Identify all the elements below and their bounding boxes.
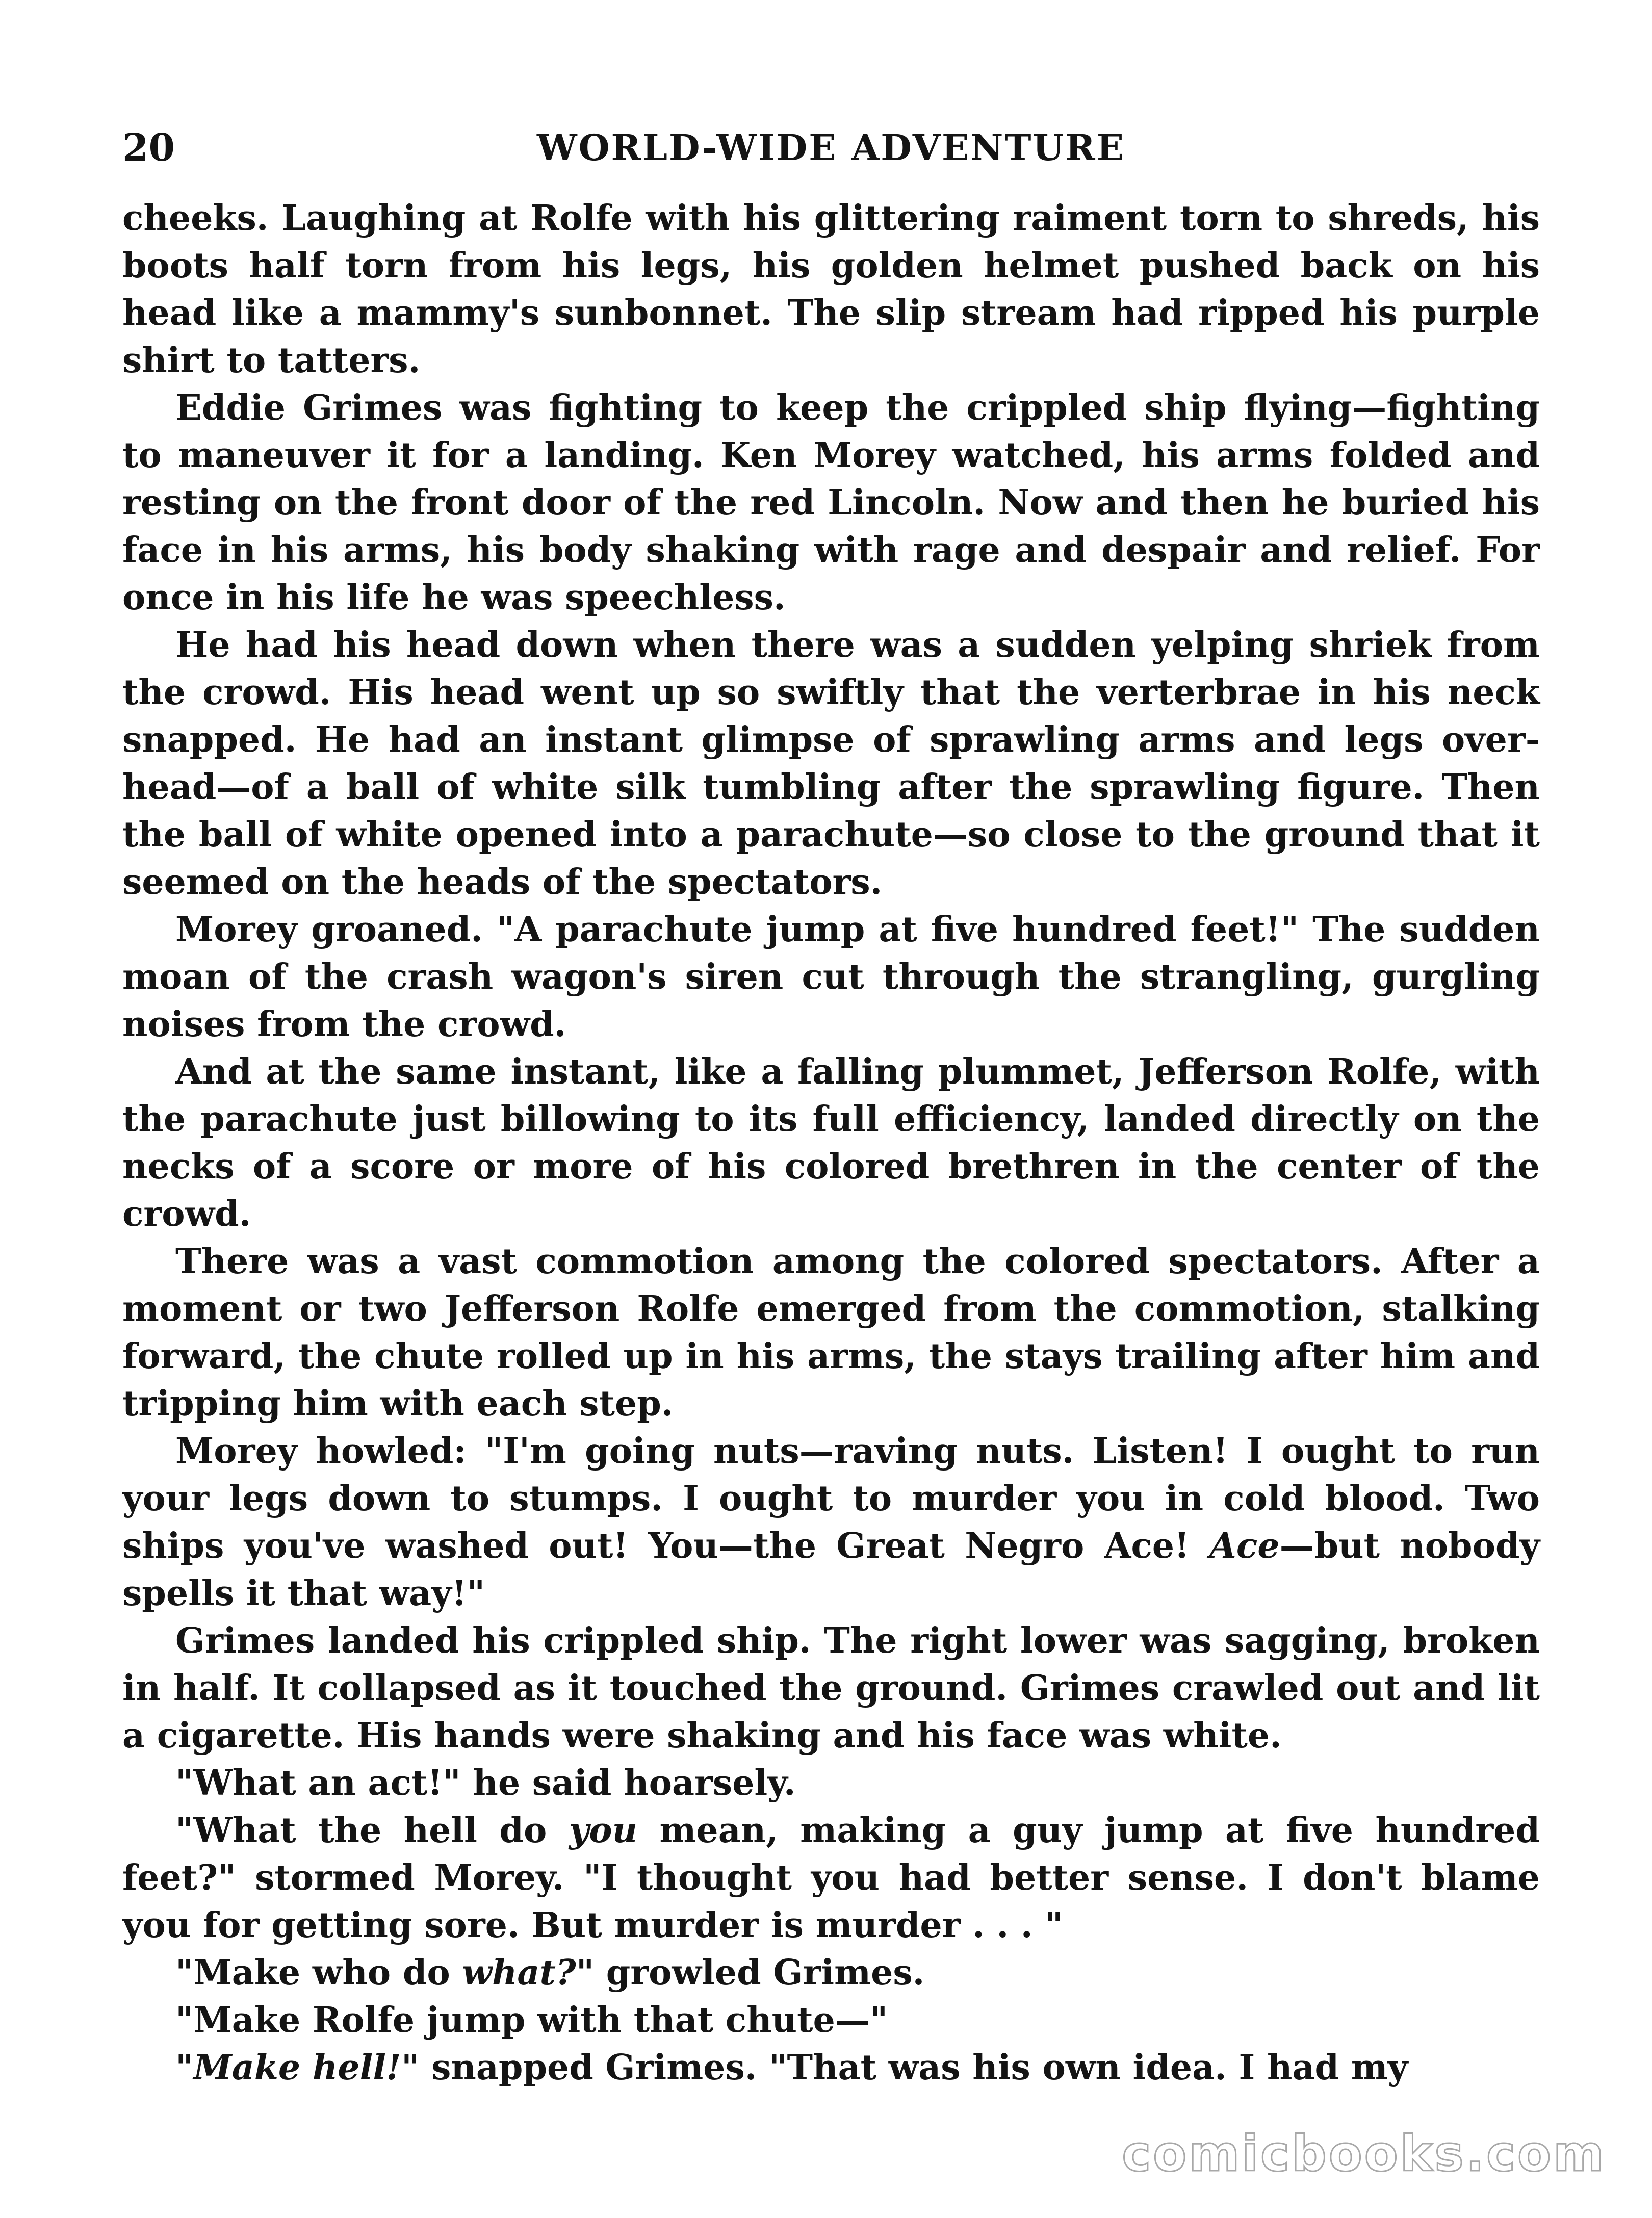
paragraph-7-text-a: Morey howled: "I'm going nuts—raving nuts. Listen! I ought to run your legs down to stumps. I ought to murder you in cold blood. Two ships you've washed out! You—the Great Negro Ace!	[122, 1431, 1540, 1566]
paragraph-4: Morey groaned. "A parachute jump at five hundred feet!" The sudden moan of the crash wagon's siren cut through the strangling, gurgling noises from the crowd.	[122, 909, 1540, 1045]
watermark: comicbooks.com	[1122, 2125, 1606, 2182]
paragraph-11-italic: what?"	[462, 1952, 595, 1993]
paragraph-10-text-c: mean, making a guy jump at five hundred feet?" stormed Morey. "I thought you had better sense. I don't blame you for getting sore. But murder is murder . . . "	[122, 1810, 1540, 1946]
paragraph-7-text-c: —but nobody spells it that way!"	[122, 1526, 1540, 1614]
paragraph-10-italic: you	[569, 1810, 638, 1851]
paragraph-13	[122, 2044, 1540, 2092]
paragraph-11-text-c: growled Grimes.	[594, 1952, 925, 1993]
paragraph-8: Grimes landed his crippled ship. The right lower was sagging, broken in half. It collapsed as it touched the ground. Grimes crawled out and lit a cigarette. His hands were shaking and his face was white.	[122, 1620, 1540, 1756]
paragraph-11-text-a: "Make who do	[175, 1952, 462, 1993]
paragraph-12: "Make Rolfe jump with that chute—"	[175, 2000, 888, 2041]
paragraph-7	[122, 1428, 1540, 1617]
page-header	[122, 122, 1540, 184]
paragraph-11	[122, 1949, 1540, 1997]
paragraph-10-text-a: "What the hell do	[175, 1810, 569, 1851]
paragraph-10	[122, 1807, 1540, 1949]
paragraph-7-italic: Ace	[1209, 1526, 1280, 1566]
body-text	[122, 195, 1540, 2092]
paragraph-2: Eddie Grimes was fighting to keep the crippled ship flying—fighting to maneuver it for a landing. Ken Morey watched, his arms folded and resting on the front door of the red Lincoln. Now and then he buried his face in his arms, his body shaking with rage and despair and relief. For once in his life he was speechless.	[122, 388, 1540, 618]
paragraph-13-text-b: snapped Grimes. "That was his own idea. I had my	[419, 2047, 1408, 2088]
paragraph-6: There was a vast commotion among the colored spectators. After a moment or two Jefferson Rolfe emerged from the commotion, stalking forward, the chute rolled up in his arms, the stays trailing after him and tripping him with each step.	[122, 1241, 1540, 1424]
paragraph-1: cheeks. Laughing at Rolfe with his glittering raiment torn to shreds, his boots half torn from his legs, his golden helmet pushed back on his head like a mammy's sunbonnet. The slip stream had ripped his purple shirt to tatters.	[122, 198, 1540, 381]
paragraph-5: And at the same instant, like a falling plummet, Jefferson Rolfe, with the parachute just billowing to its full efficiency, landed directly on the necks of a score or more of his colored brethren in the center of the crowd.	[122, 1051, 1540, 1234]
page-number: 20	[122, 126, 175, 170]
paragraph-9: "What an act!" he said hoarsely.	[175, 1763, 796, 1803]
paragraph-13-italic: "Make hell!"	[175, 2047, 420, 2088]
running-head: WORLD-WIDE ADVENTURE	[536, 126, 1126, 169]
paragraph-3: He had his head down when there was a sudden yelping shriek from the crowd. His head went up so swiftly that the verterbrae in his neck snapped. He had an instant glimpse of sprawling arms and legs over-head—of a ball of white silk tumbling after the sprawling figure. Then the ball of white opened into a parachute—so close to the ground that it seemed on the heads of the spectators.	[122, 625, 1540, 902]
